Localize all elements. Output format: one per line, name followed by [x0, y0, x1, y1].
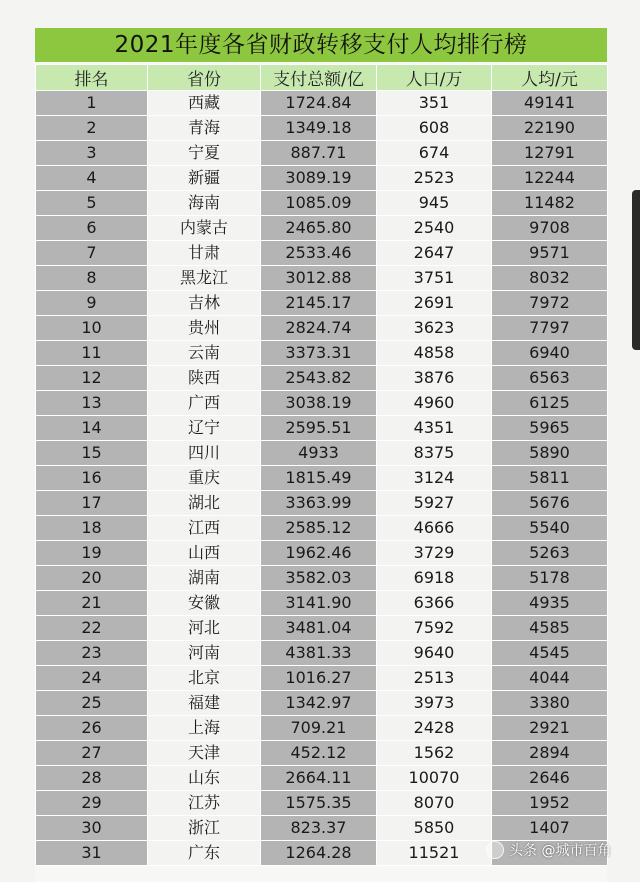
cell-population: 7592 [377, 616, 492, 641]
cell-per-capita: 2646 [492, 766, 608, 791]
cell-total: 1962.46 [261, 541, 377, 566]
cell-total: 2533.46 [261, 241, 377, 266]
cell-province: 西藏 [148, 91, 261, 116]
cell-population: 3729 [377, 541, 492, 566]
cell-per-capita: 11482 [492, 191, 608, 216]
cell-province: 甘肃 [148, 241, 261, 266]
table-row [36, 591, 608, 616]
cell-rank: 31 [36, 841, 148, 866]
cell-province: 吉林 [148, 291, 261, 316]
cell-total: 2145.17 [261, 291, 377, 316]
cell-per-capita: 49141 [492, 91, 608, 116]
cell-province: 福建 [148, 691, 261, 716]
cell-rank: 22 [36, 616, 148, 641]
cell-per-capita: 2921 [492, 716, 608, 741]
cell-total: 823.37 [261, 816, 377, 841]
table-row [36, 641, 608, 666]
scroll-indicator[interactable] [632, 190, 640, 350]
header-total: 支付总额/亿 [261, 65, 377, 91]
table-row [36, 666, 608, 691]
table-row [36, 116, 608, 141]
table-row [36, 291, 608, 316]
cell-per-capita: 5540 [492, 516, 608, 541]
cell-rank: 21 [36, 591, 148, 616]
table-row [36, 141, 608, 166]
cell-population: 3124 [377, 466, 492, 491]
cell-rank: 28 [36, 766, 148, 791]
cell-rank: 20 [36, 566, 148, 591]
cell-per-capita: 1407 [492, 816, 608, 841]
cell-per-capita: 5178 [492, 566, 608, 591]
cell-total: 1349.18 [261, 116, 377, 141]
cell-total: 1575.35 [261, 791, 377, 816]
cell-per-capita: 7797 [492, 316, 608, 341]
cell-total: 3038.19 [261, 391, 377, 416]
cell-province: 贵州 [148, 316, 261, 341]
cell-population: 4960 [377, 391, 492, 416]
cell-per-capita: 12244 [492, 166, 608, 191]
cell-total: 1815.49 [261, 466, 377, 491]
table-row [36, 416, 608, 441]
cell-total: 3012.88 [261, 266, 377, 291]
cell-total: 2465.80 [261, 216, 377, 241]
table-row [36, 316, 608, 341]
cell-province: 湖北 [148, 491, 261, 516]
cell-population: 3876 [377, 366, 492, 391]
cell-per-capita: 4585 [492, 616, 608, 641]
cell-province: 安徽 [148, 591, 261, 616]
cell-province: 陕西 [148, 366, 261, 391]
cell-rank: 6 [36, 216, 148, 241]
cell-total: 3141.90 [261, 591, 377, 616]
table-row [36, 91, 608, 116]
cell-per-capita: 6125 [492, 391, 608, 416]
table-row [36, 791, 608, 816]
cell-total: 2585.12 [261, 516, 377, 541]
cell-population: 8070 [377, 791, 492, 816]
cell-total: 2595.51 [261, 416, 377, 441]
table-row [36, 566, 608, 591]
cell-rank: 10 [36, 316, 148, 341]
cell-per-capita: 5263 [492, 541, 608, 566]
table-row [36, 516, 608, 541]
cell-per-capita: 9708 [492, 216, 608, 241]
cell-population: 351 [377, 91, 492, 116]
cell-per-capita: 12791 [492, 141, 608, 166]
watermark-text: 头条 @城市百角 [509, 843, 612, 859]
cell-rank: 12 [36, 366, 148, 391]
cell-rank: 11 [36, 341, 148, 366]
cell-population: 945 [377, 191, 492, 216]
cell-province: 山东 [148, 766, 261, 791]
cell-per-capita: 5965 [492, 416, 608, 441]
cell-per-capita: 4545 [492, 641, 608, 666]
cell-population: 5850 [377, 816, 492, 841]
cell-per-capita: 2894 [492, 741, 608, 766]
cell-province: 广东 [148, 841, 261, 866]
table-row [36, 366, 608, 391]
cell-population: 4666 [377, 516, 492, 541]
cell-per-capita: 8032 [492, 266, 608, 291]
cell-rank: 15 [36, 441, 148, 466]
cell-total: 3373.31 [261, 341, 377, 366]
cell-rank: 5 [36, 191, 148, 216]
cell-population: 10070 [377, 766, 492, 791]
cell-province: 河南 [148, 641, 261, 666]
cell-total: 1264.28 [261, 841, 377, 866]
header-rank: 排名 [36, 65, 148, 91]
cell-population: 6366 [377, 591, 492, 616]
cell-province: 河北 [148, 616, 261, 641]
cell-per-capita: 6940 [492, 341, 608, 366]
cell-rank: 19 [36, 541, 148, 566]
cell-province: 内蒙古 [148, 216, 261, 241]
cell-rank: 29 [36, 791, 148, 816]
cell-province: 辽宁 [148, 416, 261, 441]
cell-rank: 18 [36, 516, 148, 541]
cell-population: 4351 [377, 416, 492, 441]
cell-province: 天津 [148, 741, 261, 766]
cell-rank: 30 [36, 816, 148, 841]
cell-rank: 25 [36, 691, 148, 716]
cell-population: 9640 [377, 641, 492, 666]
cell-population: 2513 [377, 666, 492, 691]
avatar-icon [486, 841, 504, 859]
header-population: 人口/万 [377, 65, 492, 91]
cell-population: 608 [377, 116, 492, 141]
cell-province: 青海 [148, 116, 261, 141]
cell-population: 6918 [377, 566, 492, 591]
cell-total: 3481.04 [261, 616, 377, 641]
cell-total: 4381.33 [261, 641, 377, 666]
cell-total: 3089.19 [261, 166, 377, 191]
cell-province: 四川 [148, 441, 261, 466]
cell-province: 北京 [148, 666, 261, 691]
cell-province: 新疆 [148, 166, 261, 191]
table-row [36, 466, 608, 491]
cell-rank: 27 [36, 741, 148, 766]
cell-population: 5927 [377, 491, 492, 516]
table-title: 2021年度各省财政转移支付人均排行榜 [35, 28, 607, 62]
cell-province: 山西 [148, 541, 261, 566]
cell-total: 2543.82 [261, 366, 377, 391]
cell-province: 浙江 [148, 816, 261, 841]
cell-province: 宁夏 [148, 141, 261, 166]
cell-total: 1016.27 [261, 666, 377, 691]
cell-total: 1724.84 [261, 91, 377, 116]
header-province: 省份 [148, 65, 261, 91]
cell-per-capita: 9571 [492, 241, 608, 266]
cell-rank: 3 [36, 141, 148, 166]
cell-rank: 26 [36, 716, 148, 741]
cell-province: 海南 [148, 191, 261, 216]
cell-total: 2664.11 [261, 766, 377, 791]
cell-rank: 13 [36, 391, 148, 416]
cell-population: 2540 [377, 216, 492, 241]
cell-total: 1342.97 [261, 691, 377, 716]
cell-rank: 24 [36, 666, 148, 691]
cell-population: 2691 [377, 291, 492, 316]
table-row [36, 716, 608, 741]
cell-population: 3623 [377, 316, 492, 341]
cell-rank: 9 [36, 291, 148, 316]
cell-total: 887.71 [261, 141, 377, 166]
cell-total: 452.12 [261, 741, 377, 766]
cell-population: 8375 [377, 441, 492, 466]
table-row [36, 166, 608, 191]
ranking-table [35, 64, 608, 866]
cell-total: 4933 [261, 441, 377, 466]
cell-rank: 23 [36, 641, 148, 666]
cell-per-capita: 3380 [492, 691, 608, 716]
table-row [36, 266, 608, 291]
cell-rank: 4 [36, 166, 148, 191]
cell-total: 3582.03 [261, 566, 377, 591]
cell-per-capita: 5811 [492, 466, 608, 491]
cell-province: 江苏 [148, 791, 261, 816]
cell-population: 674 [377, 141, 492, 166]
cell-province: 湖南 [148, 566, 261, 591]
cell-rank: 14 [36, 416, 148, 441]
header-per-capita: 人均/元 [492, 65, 608, 91]
cell-province: 上海 [148, 716, 261, 741]
table-row [36, 741, 608, 766]
cell-population: 4858 [377, 341, 492, 366]
table-row [36, 541, 608, 566]
cell-population: 2428 [377, 716, 492, 741]
cell-population: 2523 [377, 166, 492, 191]
table-row [36, 391, 608, 416]
cell-total: 709.21 [261, 716, 377, 741]
table-row [36, 691, 608, 716]
table-row [36, 491, 608, 516]
table-row [36, 616, 608, 641]
cell-population: 3973 [377, 691, 492, 716]
cell-province: 黑龙江 [148, 266, 261, 291]
cell-population: 3751 [377, 266, 492, 291]
table-row [36, 216, 608, 241]
cell-province: 重庆 [148, 466, 261, 491]
cell-total: 2824.74 [261, 316, 377, 341]
cell-province: 广西 [148, 391, 261, 416]
cell-per-capita: 5890 [492, 441, 608, 466]
cell-per-capita: 1952 [492, 791, 608, 816]
table-row [36, 766, 608, 791]
cell-per-capita: 22190 [492, 116, 608, 141]
cell-per-capita: 6563 [492, 366, 608, 391]
ranking-table-sheet [35, 28, 607, 882]
table-row [36, 441, 608, 466]
cell-total: 3363.99 [261, 491, 377, 516]
cell-rank: 16 [36, 466, 148, 491]
cell-rank: 2 [36, 116, 148, 141]
table-row [36, 341, 608, 366]
cell-population: 2647 [377, 241, 492, 266]
table-row [36, 191, 608, 216]
cell-population: 11521 [377, 841, 492, 866]
table-row [36, 241, 608, 266]
cell-total: 1085.09 [261, 191, 377, 216]
cell-rank: 17 [36, 491, 148, 516]
cell-population: 1562 [377, 741, 492, 766]
cell-province: 江西 [148, 516, 261, 541]
cell-per-capita: 4044 [492, 666, 608, 691]
cell-per-capita: 7972 [492, 291, 608, 316]
cell-rank: 8 [36, 266, 148, 291]
cell-province: 云南 [148, 341, 261, 366]
cell-per-capita: 5676 [492, 491, 608, 516]
watermark [486, 836, 611, 864]
cell-per-capita: 4935 [492, 591, 608, 616]
header-row [36, 65, 608, 91]
cell-rank: 1 [36, 91, 148, 116]
cell-rank: 7 [36, 241, 148, 266]
